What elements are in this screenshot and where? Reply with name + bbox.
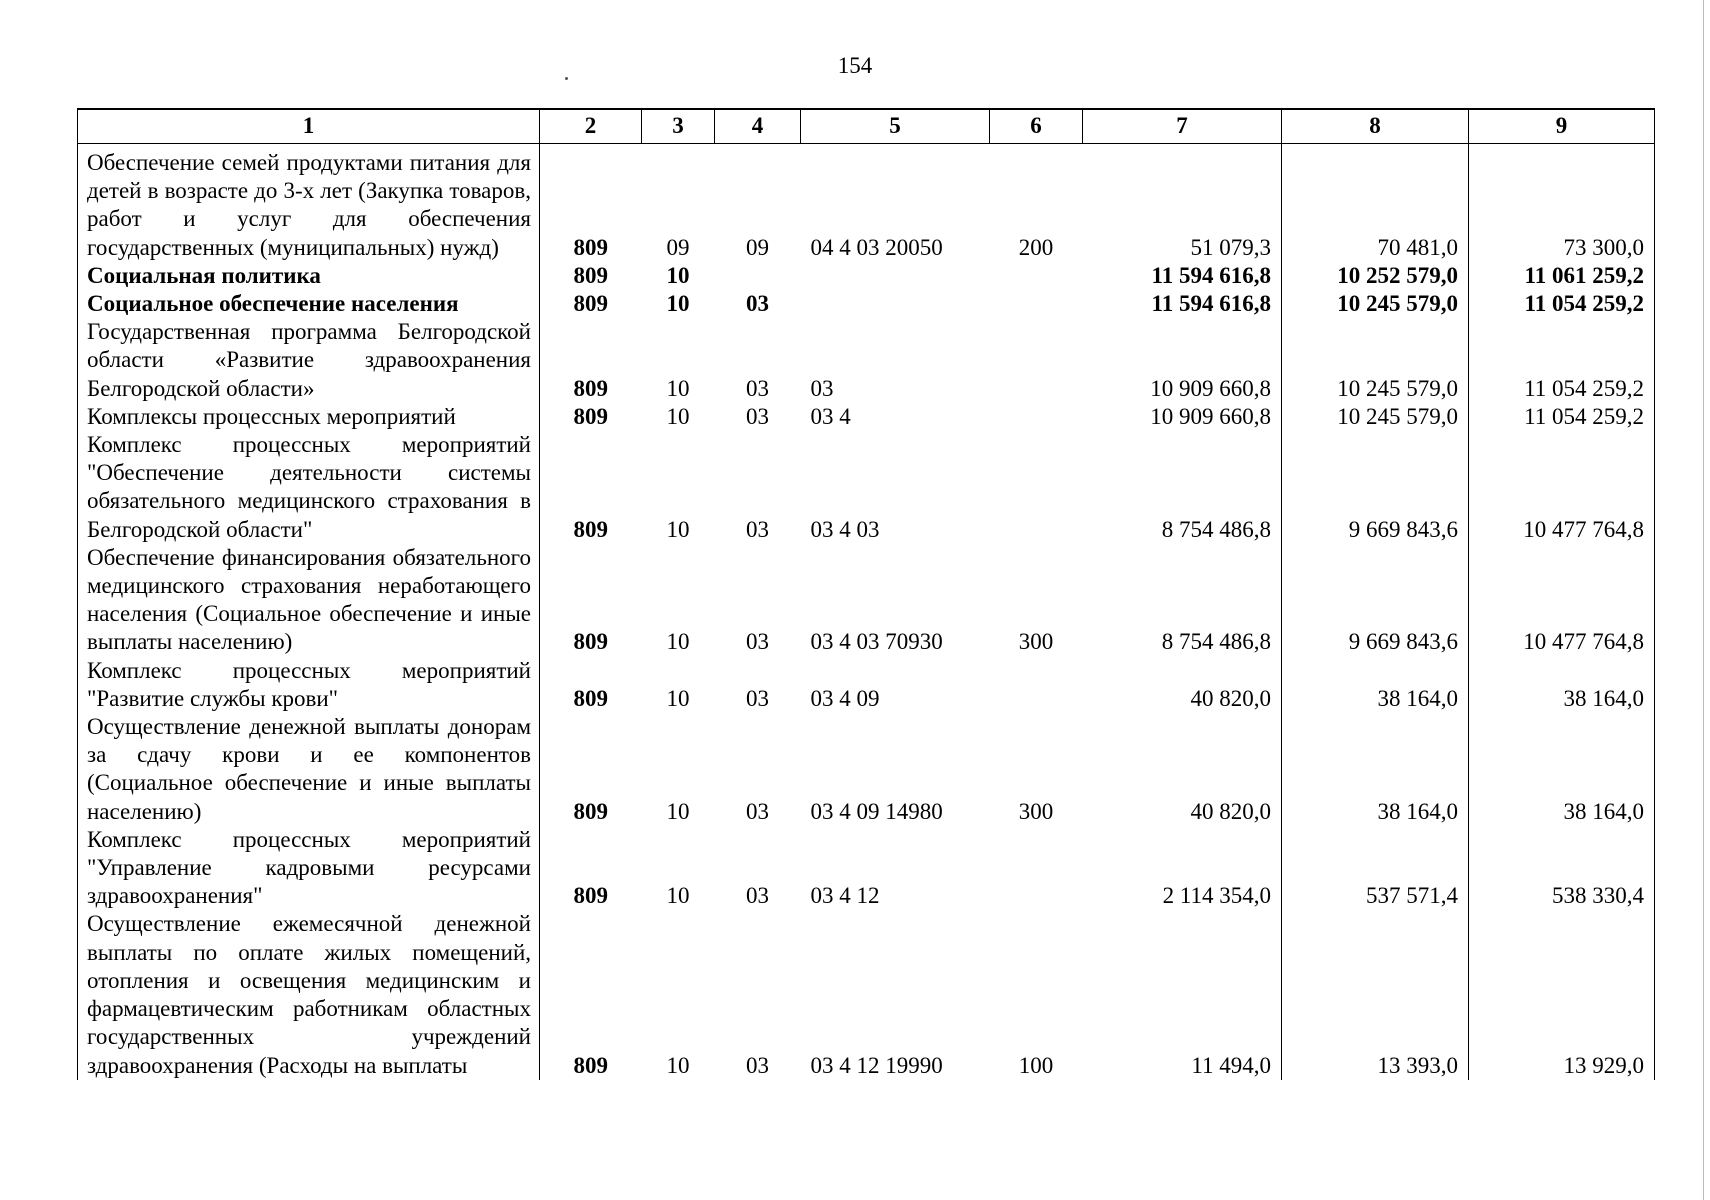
amount-year-1: 2 114 354,0 — [1083, 826, 1282, 911]
amount-year-2: 38 164,0 — [1282, 657, 1469, 713]
amount-year-1: 11 494,0 — [1083, 910, 1282, 1079]
header-col-8: 8 — [1282, 109, 1469, 144]
section-code: 10 — [666, 685, 690, 711]
target-article-code: 03 4 03 — [810, 516, 880, 542]
amount-year-1: 8 754 486,8 — [1083, 544, 1282, 657]
header-col-3: 3 — [642, 109, 715, 144]
amount-year-2: 10 245 579,0 — [1282, 403, 1469, 431]
header-col-5: 5 — [801, 109, 990, 144]
row-name: Социальная политика — [78, 262, 540, 290]
amount-year-3: 10 477 764,8 — [1469, 544, 1655, 657]
ministry-code: 809 — [540, 910, 642, 1079]
section-code: 10 — [666, 798, 690, 824]
amount-year-1: 10 909 660,8 — [1083, 403, 1282, 431]
amount-year-2: 9 669 843,6 — [1282, 544, 1469, 657]
table-row — [78, 403, 1655, 431]
header-col-9: 9 — [1469, 109, 1655, 144]
row-name: Комплекс процессных мероприятий "Управление кадровыми ресурсами здравоохранения" — [78, 826, 540, 911]
table-row — [78, 144, 1655, 262]
amount-year-1: 51 079,3 — [1083, 144, 1282, 262]
subsection-code — [715, 262, 801, 290]
expense-type-code — [990, 826, 1083, 911]
table-row — [78, 290, 1655, 318]
section-code: 10 — [666, 1052, 690, 1078]
amount-year-3: 73 300,0 — [1469, 144, 1655, 262]
expense-type-code — [990, 431, 1083, 544]
section-code: 10 — [666, 516, 690, 542]
row-name: Осуществление ежемесячной денежной выплаты по оплате жилых помещений, отопления и освещения медицинским и фармацевтическим работникам областных государственных учреждений здравоохранения (Расходы на выплаты — [78, 910, 540, 1079]
table-row — [78, 657, 1655, 713]
amount-year-2: 10 245 579,0 — [1282, 318, 1469, 403]
expense-type-code: 300 — [1018, 798, 1054, 824]
subsection-code: 03 — [746, 1052, 769, 1078]
row-name: Обеспечение финансирования обязательного медицинского страхования неработающего населения (Социальное обеспечение и иные выплаты населению) — [78, 544, 540, 657]
amount-year-1: 11 594 616,8 — [1083, 262, 1282, 290]
ministry-code: 809 — [540, 403, 642, 431]
amount-year-2: 10 245 579,0 — [1282, 290, 1469, 318]
amount-year-3: 10 477 764,8 — [1469, 431, 1655, 544]
table-row — [78, 262, 1655, 290]
subsection-code: 03 — [746, 375, 769, 401]
section-code: 09 — [666, 234, 690, 260]
table-body — [78, 144, 1655, 1080]
amount-year-3: 38 164,0 — [1469, 657, 1655, 713]
expense-type-code — [990, 318, 1083, 403]
scan-edge — [1703, 0, 1704, 1200]
target-article-code: 03 — [810, 375, 834, 401]
expense-type-code: 200 — [1018, 234, 1054, 260]
table-row — [78, 544, 1655, 657]
amount-year-3: 11 054 259,2 — [1469, 403, 1655, 431]
table-header — [78, 109, 1655, 144]
ministry-code: 809 — [540, 713, 642, 826]
target-article-code: 03 4 12 19990 — [810, 1052, 943, 1078]
subsection-code: 03 — [746, 798, 769, 824]
page-number: 154 — [837, 53, 873, 78]
ministry-code: 809 — [540, 544, 642, 657]
amount-year-1: 10 909 660,8 — [1083, 318, 1282, 403]
target-article-code: 03 4 09 — [810, 685, 880, 711]
table-row — [78, 318, 1655, 403]
target-article-code: 03 4 — [810, 403, 851, 429]
ministry-code: 809 — [540, 657, 642, 713]
header-col-7: 7 — [1083, 109, 1282, 144]
amount-year-2: 10 252 579,0 — [1282, 262, 1469, 290]
expense-type-code — [990, 262, 1083, 290]
subsection-code: 03 — [746, 291, 769, 317]
amount-year-2: 70 481,0 — [1282, 144, 1469, 262]
expense-type-code — [990, 657, 1083, 713]
row-name: Комплекс процессных мероприятий "Развитие службы крови" — [78, 657, 540, 713]
table-row — [78, 431, 1655, 544]
target-article-code — [801, 290, 990, 318]
header-col-6: 6 — [990, 109, 1083, 144]
budget-table — [77, 108, 1655, 1080]
target-article-code: 04 4 03 20050 — [810, 234, 943, 260]
expense-type-code — [990, 290, 1083, 318]
subsection-code: 03 — [746, 403, 769, 429]
ministry-code: 809 — [540, 144, 642, 262]
target-article-code: 03 4 03 70930 — [810, 629, 943, 655]
amount-year-2: 537 571,4 — [1282, 826, 1469, 911]
row-name: Комплексы процессных мероприятий — [78, 403, 540, 431]
amount-year-2: 13 393,0 — [1282, 910, 1469, 1079]
amount-year-1: 40 820,0 — [1083, 713, 1282, 826]
subsection-code: 03 — [746, 629, 769, 655]
amount-year-1: 11 594 616,8 — [1083, 290, 1282, 318]
amount-year-3: 13 929,0 — [1469, 910, 1655, 1079]
amount-year-3: 11 054 259,2 — [1469, 290, 1655, 318]
row-name: Обеспечение семей продуктами питания для детей в возрасте до 3-х лет (Закупка товаров, работ и услуг для обеспечения государственных (муниципальных) нужд) — [78, 144, 540, 262]
section-code: 10 — [666, 375, 690, 401]
ministry-code: 809 — [540, 431, 642, 544]
row-name: Государственная программа Белгородской области «Развитие здравоохранения Белгородской области» — [78, 318, 540, 403]
section-code: 10 — [666, 291, 690, 317]
header-col-4: 4 — [715, 109, 801, 144]
table-row — [78, 910, 1655, 1079]
expense-type-code: 100 — [1018, 1052, 1054, 1078]
amount-year-3: 11 061 259,2 — [1469, 262, 1655, 290]
table-row — [78, 713, 1655, 826]
amount-year-3: 11 054 259,2 — [1469, 318, 1655, 403]
row-name: Социальное обеспечение населения — [78, 290, 540, 318]
section-code: 10 — [666, 403, 690, 429]
subsection-code: 03 — [746, 516, 769, 542]
row-name: Осуществление денежной выплаты донорам за сдачу крови и ее компонентов (Социальное обеспечение и иные выплаты населению) — [78, 713, 540, 826]
header-col-2: 2 — [540, 109, 642, 144]
section-code: 10 — [666, 629, 690, 655]
expense-type-code: 300 — [1018, 629, 1054, 655]
subsection-code: 03 — [746, 685, 769, 711]
amount-year-3: 538 330,4 — [1469, 826, 1655, 911]
ministry-code: 809 — [540, 262, 642, 290]
section-code: 10 — [666, 883, 690, 909]
table-row — [78, 826, 1655, 911]
subsection-code: 09 — [746, 234, 769, 260]
amount-year-2: 38 164,0 — [1282, 713, 1469, 826]
subsection-code: 03 — [746, 883, 769, 909]
target-article-code — [801, 262, 990, 290]
amount-year-2: 9 669 843,6 — [1282, 431, 1469, 544]
header-col-1: 1 — [78, 109, 540, 144]
ministry-code: 809 — [540, 826, 642, 911]
amount-year-3: 38 164,0 — [1469, 713, 1655, 826]
expense-type-code — [990, 403, 1083, 431]
section-code: 10 — [666, 262, 690, 288]
ministry-code: 809 — [540, 318, 642, 403]
amount-year-1: 40 820,0 — [1083, 657, 1282, 713]
amount-year-1: 8 754 486,8 — [1083, 431, 1282, 544]
ministry-code: 809 — [540, 290, 642, 318]
target-article-code: 03 4 12 — [810, 883, 880, 909]
target-article-code: 03 4 09 14980 — [810, 798, 943, 824]
row-name: Комплекс процессных мероприятий "Обеспечение деятельности системы обязательного медицинского страхования в Белгородской области" — [78, 431, 540, 544]
scan-speck — [565, 77, 568, 80]
